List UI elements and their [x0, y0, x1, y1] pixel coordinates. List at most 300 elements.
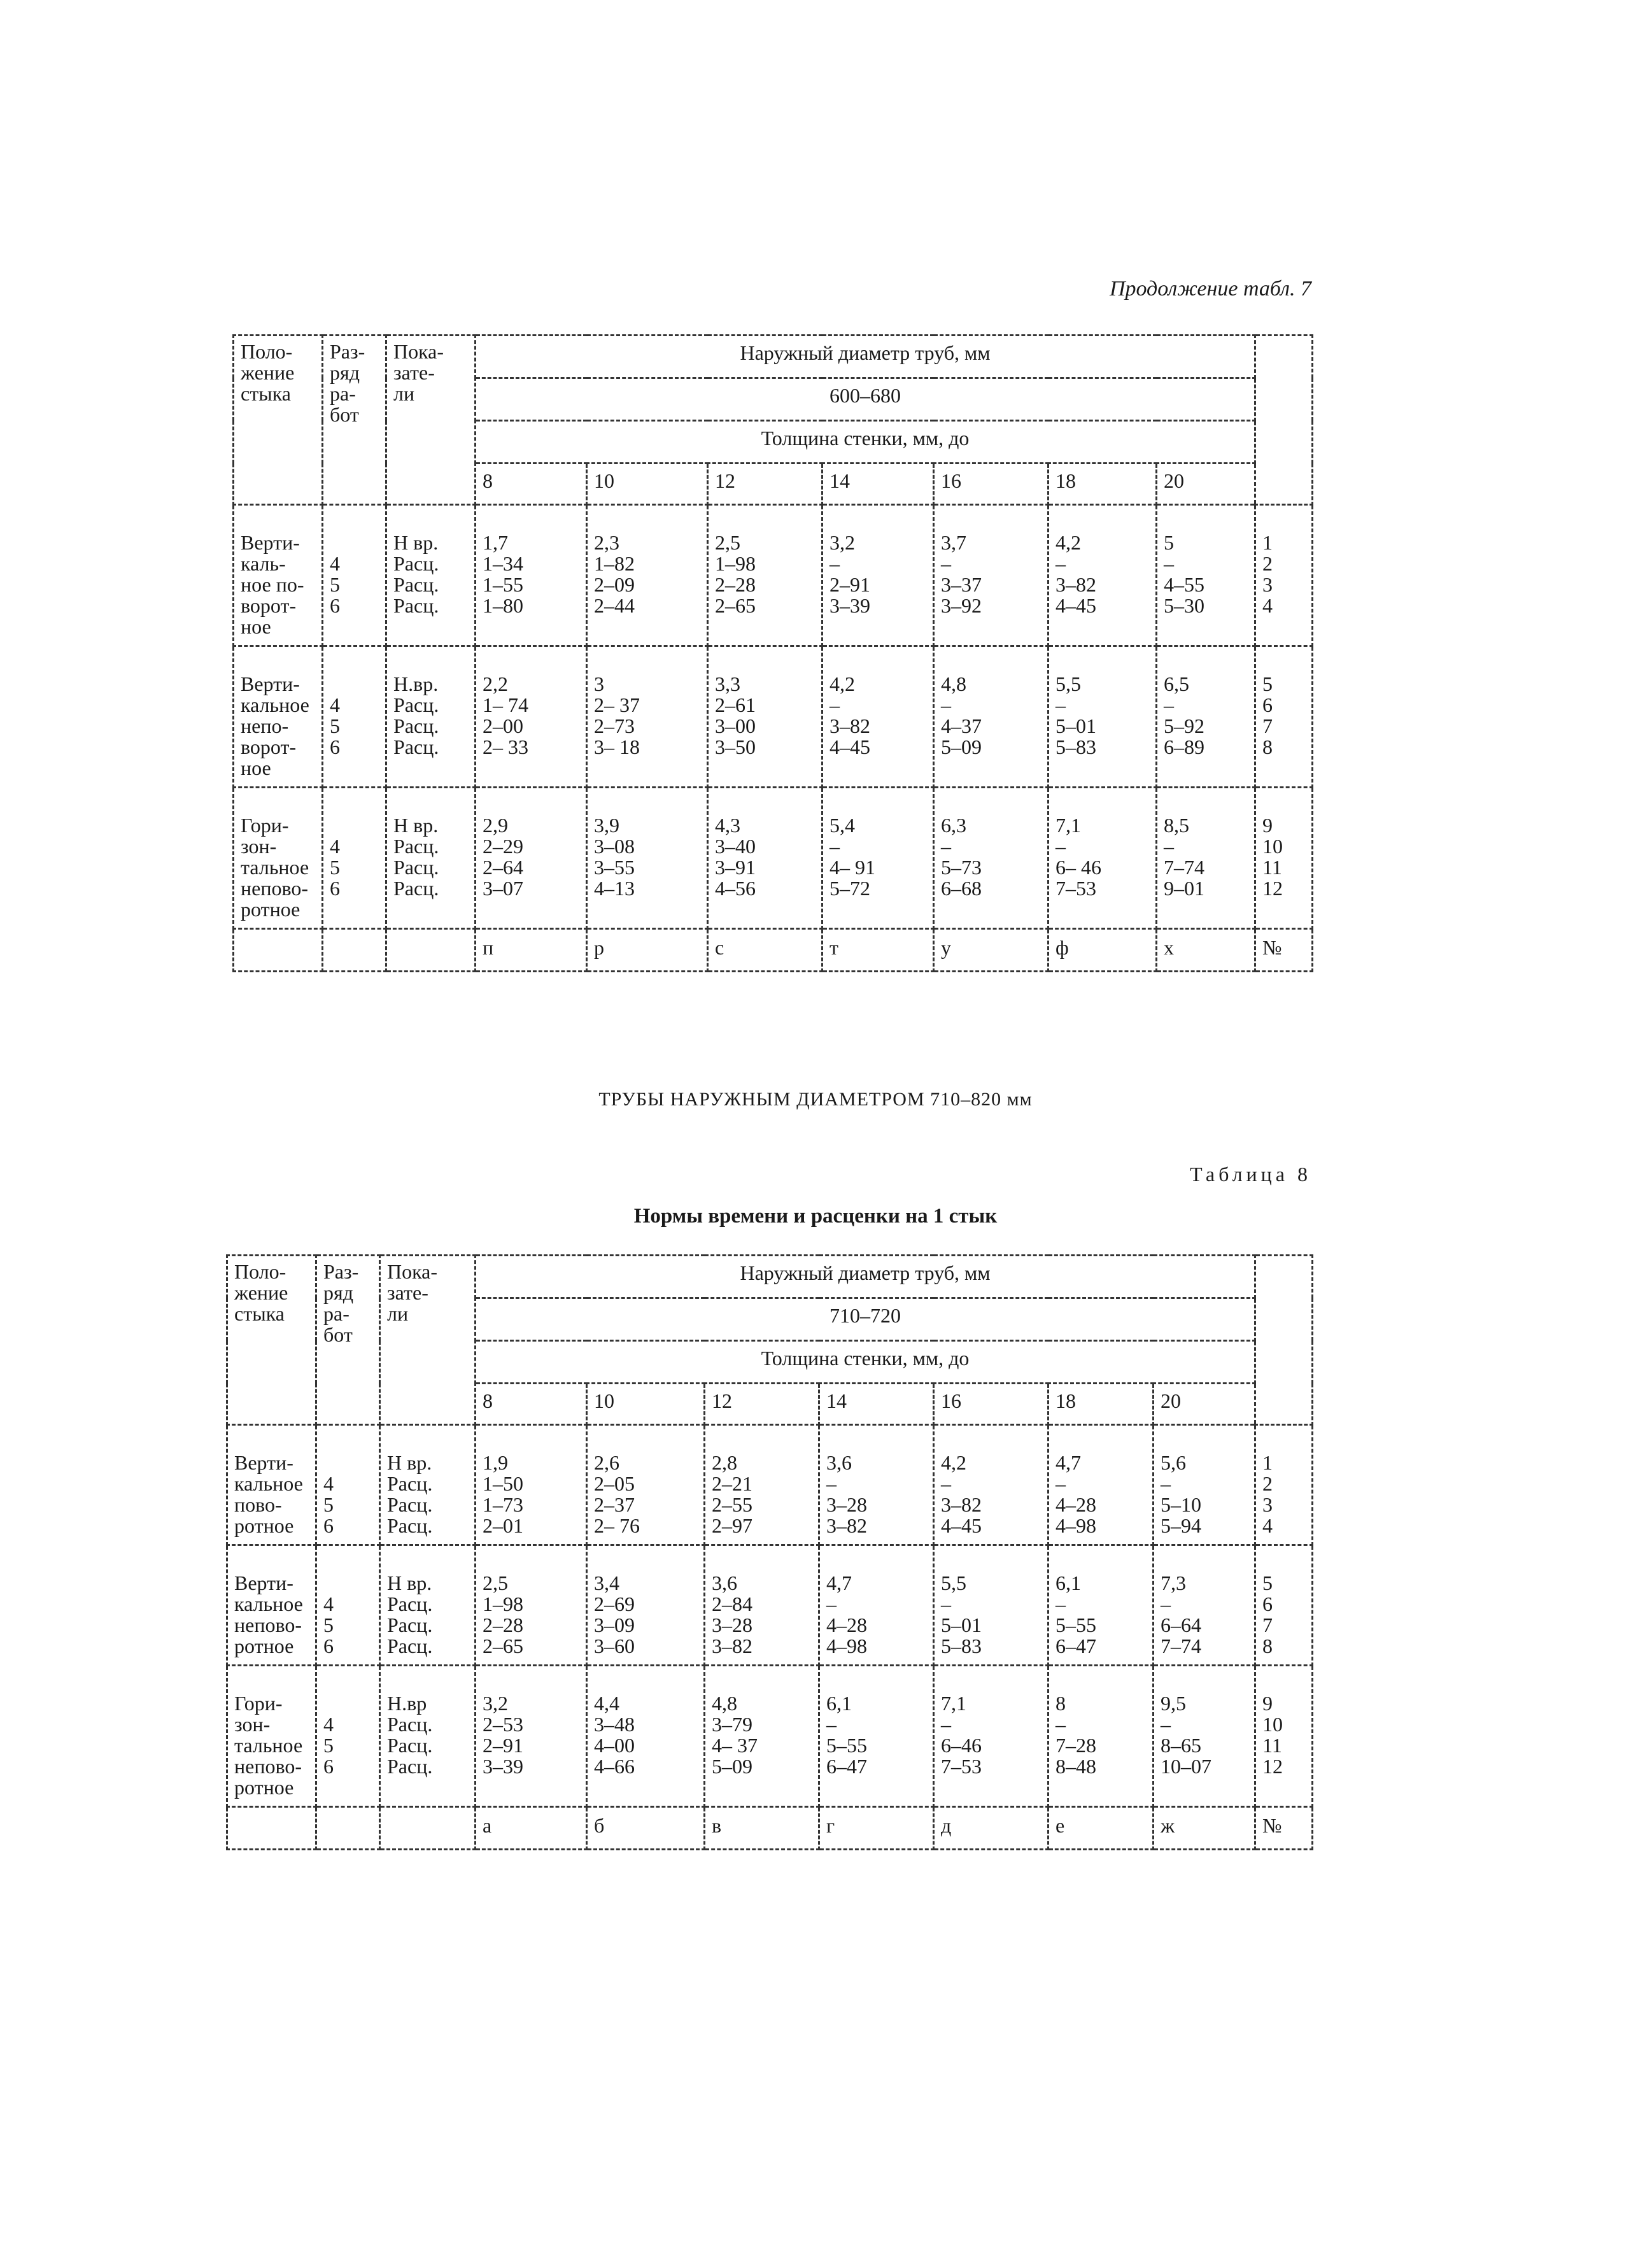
cell-line: 3–37	[941, 573, 982, 596]
footer-letter: х	[1157, 929, 1255, 972]
value-cell	[1157, 788, 1255, 929]
cell-line: 5,4	[830, 814, 855, 837]
value-cell	[476, 788, 587, 929]
cell-line: 2–29	[483, 835, 523, 858]
cell-line: 11	[1262, 1734, 1282, 1757]
cell-line: зате-	[393, 361, 435, 384]
cell-line: 6–89	[1164, 735, 1204, 758]
cell-line: 5–01	[1056, 714, 1096, 737]
cell-line: 4–66	[594, 1755, 635, 1778]
cell-line: 3–07	[483, 877, 523, 900]
cell-line: 3,2	[830, 531, 855, 554]
cell-line: 5	[323, 1734, 334, 1757]
table-8	[226, 1254, 1313, 1850]
value-cell	[708, 788, 823, 929]
cell-line: 2,3	[594, 531, 619, 554]
cell-line: 5–92	[1164, 714, 1204, 737]
thickness-header: 18	[1048, 1384, 1154, 1425]
cell-line: 7–74	[1164, 856, 1204, 879]
footer-row	[234, 929, 1313, 972]
section-title: ТРУБЫ НАРУЖНЫМ ДИАМЕТРОМ 710–820 мм	[598, 1089, 1033, 1110]
row-grades	[323, 788, 386, 929]
cell-line: жение	[241, 361, 295, 384]
value-cell	[587, 1545, 705, 1666]
value-cell	[587, 1425, 705, 1545]
cell-line: 7	[1262, 1613, 1273, 1636]
cell-line: пово-	[234, 1493, 282, 1516]
cell-line: 1–98	[483, 1592, 523, 1615]
cell-line: 3,3	[715, 672, 740, 695]
cell-line: 2,9	[483, 814, 508, 837]
cell-line: 2	[1262, 552, 1273, 575]
cell-line: бот	[330, 403, 359, 426]
footer-letter: д	[934, 1807, 1048, 1850]
footer-letter: а	[476, 1807, 587, 1850]
footer-letter: т	[823, 929, 934, 972]
cell-line: 3–40	[715, 835, 756, 858]
cell-line: 12	[1262, 877, 1283, 900]
cell-line: 1–55	[483, 573, 523, 596]
footer-letter: ж	[1154, 1807, 1255, 1850]
cell-line: –	[1056, 835, 1066, 858]
cell-line: 2–21	[712, 1472, 752, 1495]
cell-line: жение	[234, 1281, 288, 1304]
cell-line: 6–64	[1161, 1613, 1201, 1636]
cell-line: 2–28	[483, 1613, 523, 1636]
value-cell	[587, 505, 708, 646]
row-numbers	[1255, 1545, 1313, 1666]
thickness-header: 8	[476, 464, 587, 505]
cell-line: ротное	[234, 1776, 294, 1799]
cell-line: 6,5	[1164, 672, 1189, 695]
row-position	[234, 505, 323, 646]
cell-line: 3,6	[712, 1571, 737, 1594]
cell-line: 4–28	[826, 1613, 867, 1636]
cell-line: каль-	[241, 552, 286, 575]
cell-line: 5–09	[941, 735, 982, 758]
cell-line: 3–82	[1056, 573, 1096, 596]
cell-line: Гори-	[241, 814, 289, 837]
header-position	[234, 336, 323, 505]
cell-line: 2–53	[483, 1713, 523, 1736]
value-cell	[819, 1666, 934, 1807]
footer-row	[227, 1807, 1313, 1850]
cell-line: 7,3	[1161, 1571, 1186, 1594]
cell-line: –	[830, 693, 840, 716]
cell-line: 5,5	[1056, 672, 1081, 695]
cell-line: непово-	[241, 877, 308, 900]
cell-line: 4	[323, 1592, 334, 1615]
value-cell	[819, 1545, 934, 1666]
thickness-header: 18	[1048, 464, 1157, 505]
row-grades	[323, 505, 386, 646]
cell-line: Расц.	[387, 1634, 433, 1657]
cell-line: 5–73	[941, 856, 982, 879]
cell-line: 8–65	[1161, 1734, 1201, 1757]
header-diameter: Наружный диаметр труб, мм	[476, 336, 1255, 378]
header-indicator	[386, 336, 476, 505]
header-no-column	[1255, 336, 1313, 505]
thickness-header: 10	[587, 1384, 705, 1425]
row-numbers	[1255, 505, 1313, 646]
table-row	[234, 646, 1313, 788]
row-numbers	[1255, 788, 1313, 929]
table-row	[234, 505, 1313, 646]
cell-line: ротное	[234, 1514, 294, 1537]
cell-line: непово-	[234, 1613, 302, 1636]
cell-line: Расц.	[393, 552, 439, 575]
cell-line: –	[1056, 552, 1066, 575]
cell-line: 3–79	[712, 1713, 752, 1736]
row-indicators	[380, 1545, 476, 1666]
cell-line: Расц.	[387, 1755, 433, 1778]
cell-line: 2– 76	[594, 1514, 640, 1537]
row-numbers	[1255, 1425, 1313, 1545]
value-cell	[934, 646, 1048, 788]
cell-line: 5	[323, 1613, 334, 1636]
cell-line: 3–55	[594, 856, 635, 879]
cell-line: 3,2	[483, 1692, 508, 1715]
cell-line: 4,2	[941, 1451, 966, 1474]
cell-line: Расц.	[393, 573, 439, 596]
cell-line: –	[1161, 1592, 1171, 1615]
cell-line: 9–01	[1164, 877, 1204, 900]
cell-line: 3	[1262, 1493, 1273, 1516]
row-position	[234, 788, 323, 929]
header-no-column	[1255, 1256, 1313, 1425]
cell-line: 4,2	[830, 672, 855, 695]
cell-line: 3,9	[594, 814, 619, 837]
cell-line: 2,5	[715, 531, 740, 554]
cell-line: 4–45	[830, 735, 870, 758]
cell-line: 5–09	[712, 1755, 752, 1778]
footer-letter: б	[587, 1807, 705, 1850]
cell-line: 5	[1164, 531, 1174, 554]
cell-line: 10	[1262, 835, 1283, 858]
cell-line: ное по-	[241, 573, 304, 596]
cell-line: 2–65	[483, 1634, 523, 1657]
cell-line	[323, 1693, 372, 1714]
cell-line: 3,7	[941, 531, 966, 554]
cell-line: Пока-	[387, 1260, 438, 1283]
value-cell	[705, 1425, 819, 1545]
value-cell	[934, 788, 1048, 929]
cell-line: 3–82	[830, 714, 870, 737]
cell-line: 11	[1262, 856, 1282, 879]
cell-line: 4–00	[594, 1734, 635, 1757]
cell-line: 6	[323, 1755, 334, 1778]
cell-line: ра-	[330, 382, 356, 405]
cell-line: 4,2	[1056, 531, 1081, 554]
cell-line: 4–45	[941, 1514, 982, 1537]
cell-line: 3	[1262, 573, 1273, 596]
cell-line: 1–80	[483, 594, 523, 617]
cell-line: Раз-	[323, 1260, 359, 1283]
thickness-header: 16	[934, 1384, 1048, 1425]
cell-line: 2–91	[830, 573, 870, 596]
cell-line: Расц.	[387, 1493, 433, 1516]
cell-line: Расц.	[387, 1472, 433, 1495]
header-wall: Толщина стенки, мм, до	[476, 1341, 1255, 1384]
cell-line: Н.вр	[387, 1692, 427, 1715]
thickness-header: 16	[934, 464, 1048, 505]
cell-line: 2–65	[715, 594, 756, 617]
cell-line: 7–28	[1056, 1734, 1096, 1757]
header-grade	[323, 336, 386, 505]
cell-line: 2–05	[594, 1472, 635, 1495]
cell-line: 7	[1262, 714, 1273, 737]
row-numbers	[1255, 1666, 1313, 1807]
value-cell	[705, 1666, 819, 1807]
cell-line: 1–50	[483, 1472, 523, 1495]
cell-line: –	[826, 1592, 837, 1615]
cell-line: 2–64	[483, 856, 523, 879]
value-cell	[476, 646, 587, 788]
value-cell	[1048, 646, 1157, 788]
cell-line: непо-	[241, 714, 289, 737]
value-cell	[1048, 1545, 1154, 1666]
cell-line: 6–46	[941, 1734, 982, 1757]
value-cell	[934, 505, 1048, 646]
cell-line: 12	[1262, 1755, 1283, 1778]
cell-line: 5–83	[941, 1634, 982, 1657]
cell-line: 5–94	[1161, 1514, 1201, 1537]
cell-line: 6	[323, 1634, 334, 1657]
cell-line: 7,1	[1056, 814, 1081, 837]
cell-line: зате-	[387, 1281, 428, 1304]
cell-line: 4,8	[941, 672, 966, 695]
cell-line: 6–47	[826, 1755, 867, 1778]
value-cell	[587, 646, 708, 788]
cell-line: 4	[1262, 1514, 1273, 1537]
cell-line: 4–98	[826, 1634, 867, 1657]
norms-title: Нормы времени и расценки на 1 стык	[633, 1205, 998, 1228]
footer-letter: р	[587, 929, 708, 972]
footer-letter: в	[705, 1807, 819, 1850]
row-grades	[323, 646, 386, 788]
cell-line: Н вр.	[393, 814, 439, 837]
cell-line: 9	[1262, 1692, 1273, 1715]
cell-line: 4	[330, 835, 340, 858]
cell-line: Раз-	[330, 340, 365, 363]
cell-line: 4–45	[1056, 594, 1096, 617]
footer-no: №	[1255, 929, 1313, 972]
row-numbers	[1255, 646, 1313, 788]
cell-line: 1–73	[483, 1493, 523, 1516]
cell-line: –	[1056, 1472, 1066, 1495]
cell-line: 1	[1262, 531, 1273, 554]
cell-line: Н вр.	[387, 1451, 432, 1474]
cell-line: 5	[330, 573, 340, 596]
cell-line: 4–56	[715, 877, 756, 900]
cell-line: 3–39	[483, 1755, 523, 1778]
cell-line: 3–92	[941, 594, 982, 617]
cell-line: 3–91	[715, 856, 756, 879]
thickness-header: 12	[705, 1384, 819, 1425]
cell-line: 2– 33	[483, 735, 528, 758]
cell-line	[323, 1573, 372, 1594]
value-cell	[823, 788, 934, 929]
cell-line: 6–47	[1056, 1634, 1096, 1657]
table-row	[234, 788, 1313, 929]
value-cell	[934, 1545, 1048, 1666]
value-cell	[934, 1425, 1048, 1545]
cell-line: 6–68	[941, 877, 982, 900]
cell-line: кальное	[234, 1592, 303, 1615]
cell-line: 7,1	[941, 1692, 966, 1715]
value-cell	[819, 1425, 934, 1545]
cell-line: 2–55	[712, 1493, 752, 1516]
cell-line: 2–01	[483, 1514, 523, 1537]
value-cell	[476, 505, 587, 646]
header-grade	[316, 1256, 380, 1425]
cell-line: 4	[330, 552, 340, 575]
thickness-header: 20	[1157, 464, 1255, 505]
cell-line: 8	[1262, 1634, 1273, 1657]
cell-line: –	[941, 693, 951, 716]
cell-line	[323, 1452, 372, 1473]
value-cell	[1154, 1545, 1255, 1666]
value-cell	[934, 1666, 1048, 1807]
cell-line: Н вр.	[387, 1571, 432, 1594]
cell-line: ротное	[234, 1634, 294, 1657]
cell-line: –	[1161, 1713, 1171, 1736]
row-indicators	[380, 1666, 476, 1807]
cell-line: 6– 46	[1056, 856, 1101, 879]
cell-line: 10	[1262, 1713, 1283, 1736]
cell-line: –	[1056, 1713, 1066, 1736]
cell-line: 2– 37	[594, 693, 640, 716]
cell-line: –	[826, 1713, 837, 1736]
cell-line: Поло-	[234, 1260, 286, 1283]
cell-line	[330, 815, 379, 836]
cell-line: 4,3	[715, 814, 740, 837]
cell-line: 8,5	[1164, 814, 1189, 837]
cell-line: Расц.	[393, 856, 439, 879]
cell-line: непово-	[234, 1755, 302, 1778]
cell-line: 3–08	[594, 835, 635, 858]
cell-line: бот	[323, 1323, 353, 1346]
value-cell	[1157, 505, 1255, 646]
cell-line: 7–53	[941, 1755, 982, 1778]
cell-line: –	[1164, 552, 1174, 575]
cell-line: Расц.	[387, 1713, 433, 1736]
cell-line: стыка	[241, 382, 291, 405]
value-cell	[708, 505, 823, 646]
cell-line: Расц.	[393, 835, 439, 858]
cell-line: ворот-	[241, 735, 297, 758]
cell-line: 2–91	[483, 1734, 523, 1757]
cell-line: 8	[1056, 1692, 1066, 1715]
cell-line: 6	[323, 1514, 334, 1537]
cell-line: 2,8	[712, 1451, 737, 1474]
cell-line: 2–37	[594, 1493, 635, 1516]
cell-line: 2–28	[715, 573, 756, 596]
cell-line: кальное	[241, 693, 309, 716]
cell-line: 6,1	[1056, 1571, 1081, 1594]
thickness-header: 12	[708, 464, 823, 505]
cell-line: 3	[594, 672, 604, 695]
cell-line: 6	[330, 735, 340, 758]
cell-line: ное	[241, 756, 271, 779]
header-wall: Толщина стенки, мм, до	[476, 421, 1255, 464]
cell-line: 5–01	[941, 1613, 982, 1636]
cell-line: Верти-	[234, 1571, 293, 1594]
row-position	[227, 1545, 316, 1666]
cell-line: 3,4	[594, 1571, 619, 1594]
cell-line: Пока-	[393, 340, 444, 363]
cell-line: Расц.	[387, 1514, 433, 1537]
header-indicator	[380, 1256, 476, 1425]
cell-line: 5	[330, 714, 340, 737]
table-row	[227, 1545, 1313, 1666]
cell-line: тальное	[234, 1734, 303, 1757]
value-cell	[823, 505, 934, 646]
value-cell	[476, 1666, 587, 1807]
cell-line: 1	[1262, 1451, 1273, 1474]
cell-line: 2,6	[594, 1451, 619, 1474]
cell-line: Расц.	[393, 693, 439, 716]
value-cell	[1154, 1666, 1255, 1807]
cell-line: Н вр.	[393, 531, 439, 554]
cell-line: Поло-	[241, 340, 293, 363]
cell-line: 4,8	[712, 1692, 737, 1715]
cell-line: 3– 18	[594, 735, 640, 758]
cell-line: Расц.	[393, 714, 439, 737]
cell-line: 3–28	[712, 1613, 752, 1636]
cell-line: 2,5	[483, 1571, 508, 1594]
cell-line: 5–10	[1161, 1493, 1201, 1516]
cell-line: Гори-	[234, 1692, 283, 1715]
row-grades	[316, 1666, 380, 1807]
value-cell	[705, 1545, 819, 1666]
cell-line: 3–50	[715, 735, 756, 758]
cell-line: зон-	[234, 1713, 271, 1736]
header-diameter: Наружный диаметр труб, мм	[476, 1256, 1255, 1298]
cell-line: Н.вр.	[393, 672, 439, 695]
cell-line: 3–39	[830, 594, 870, 617]
cell-line	[330, 532, 379, 553]
cell-line: 7–53	[1056, 877, 1096, 900]
cell-line: ряд	[330, 361, 360, 384]
cell-line: –	[941, 1713, 951, 1736]
cell-line: –	[1056, 693, 1066, 716]
cell-line: 9,5	[1161, 1692, 1186, 1715]
row-position	[227, 1425, 316, 1545]
cell-line: –	[941, 1472, 951, 1495]
cell-line: 3–82	[712, 1634, 752, 1657]
cell-line: кальное	[234, 1472, 303, 1495]
header-diameter-range: 600–680	[476, 378, 1255, 421]
row-grades	[316, 1425, 380, 1545]
cell-line: 5–55	[1056, 1613, 1096, 1636]
value-cell	[708, 646, 823, 788]
cell-line: 5–72	[830, 877, 870, 900]
cell-line: 1,7	[483, 531, 508, 554]
cell-line: 4	[323, 1713, 334, 1736]
cell-line: 5	[1262, 1571, 1273, 1594]
cell-line: 2–69	[594, 1592, 635, 1615]
cell-line: тальное	[241, 856, 309, 879]
cell-line: 4–98	[1056, 1514, 1096, 1537]
footer-letter: е	[1048, 1807, 1154, 1850]
cell-line: 1– 74	[483, 693, 528, 716]
cell-line: Верти-	[241, 672, 300, 695]
thickness-header: 14	[823, 464, 934, 505]
cell-line: 6	[1262, 693, 1273, 716]
cell-line: 2–73	[594, 714, 635, 737]
header-diameter-range: 710–720	[476, 1298, 1255, 1341]
